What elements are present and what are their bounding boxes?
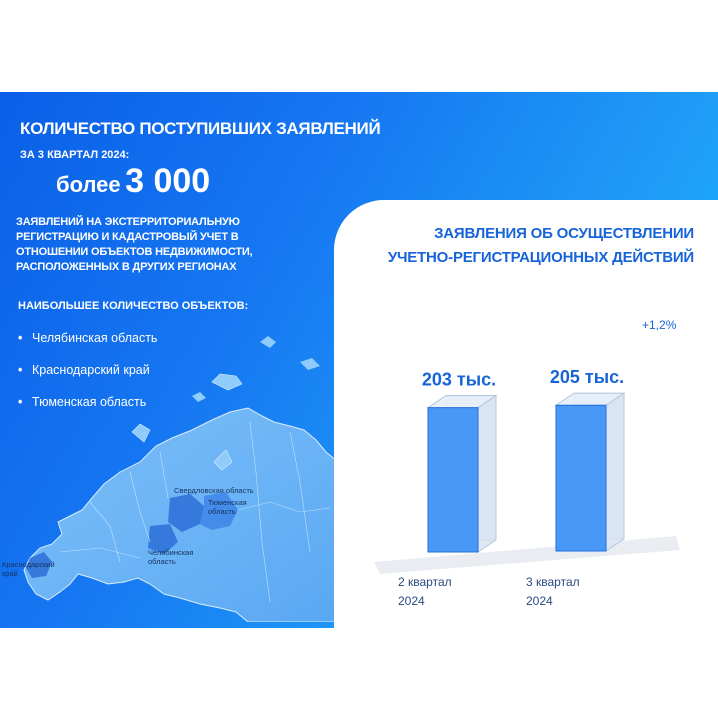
- bullet: •: [18, 363, 23, 377]
- map-label-krasnodar: Краснодарский край: [2, 560, 55, 578]
- map-label-sverdlovsk: Свердловская область: [174, 486, 254, 495]
- bar: [428, 408, 478, 552]
- list-item: [18, 362, 157, 394]
- region-name: Краснодарский край: [32, 363, 150, 377]
- page-title: КОЛИЧЕСТВО ПОСТУПИВШИХ ЗАЯВЛЕНИЙ: [20, 119, 381, 138]
- chart-card: [334, 200, 718, 660]
- headline-prefix: более: [56, 172, 121, 197]
- chart-title-line: ЗАЯВЛЕНИЯ ОБ ОСУЩЕСТВЛЕНИИ: [434, 225, 694, 242]
- description-line: РЕГИСТРАЦИЮ И КАДАСТРОВЫЙ УЧЕТ В: [16, 231, 239, 243]
- description: [16, 215, 291, 275]
- chart-floor: [374, 536, 680, 574]
- category-label: 2 квартал: [398, 575, 452, 589]
- change-label: +1,2%: [642, 318, 677, 332]
- bar-side: [606, 393, 624, 551]
- regions-heading: НАИБОЛЬШЕЕ КОЛИЧЕСТВО ОБЪЕКТОВ:: [18, 300, 249, 312]
- period-label: ЗА 3 КВАРТАЛ 2024:: [20, 149, 130, 161]
- list-item: [18, 394, 157, 426]
- bullet: •: [18, 395, 23, 409]
- category-label: 2024: [398, 594, 425, 608]
- bar-chart: [334, 200, 718, 628]
- headline-count: [56, 162, 210, 201]
- bar-value-label: 205 тыс.: [549, 367, 625, 388]
- bar: [556, 405, 606, 551]
- map-label-chelyabinsk: Челябинская область: [148, 548, 194, 566]
- chart-title-line: УЧЕТНО-РЕГИСТРАЦИОННЫХ ДЕЙСТВИЙ: [387, 249, 694, 266]
- region-name: Челябинская область: [32, 331, 158, 345]
- bar-side: [478, 396, 496, 552]
- bar-value-label: 203 тыс.: [421, 369, 497, 390]
- headline-number: 3 000: [125, 162, 211, 200]
- list-item: [18, 330, 157, 362]
- description-line: РАСПОЛОЖЕННЫХ В ДРУГИХ РЕГИОНАХ: [16, 261, 237, 273]
- map-label-tyumen: Тюменская область: [208, 498, 247, 516]
- category-label: 2024: [526, 594, 553, 608]
- description-line: ОТНОШЕНИИ ОБЪЕКТОВ НЕДВИЖИМОСТИ,: [16, 246, 253, 258]
- description-line: ЗАЯВЛЕНИЙ НА ЭКСТЕРРИТОРИАЛЬНУЮ: [16, 216, 240, 228]
- regions-list: [18, 330, 157, 426]
- category-label: 3 квартал: [526, 575, 580, 589]
- bullet: •: [18, 331, 23, 345]
- region-name: Тюменская область: [32, 395, 147, 409]
